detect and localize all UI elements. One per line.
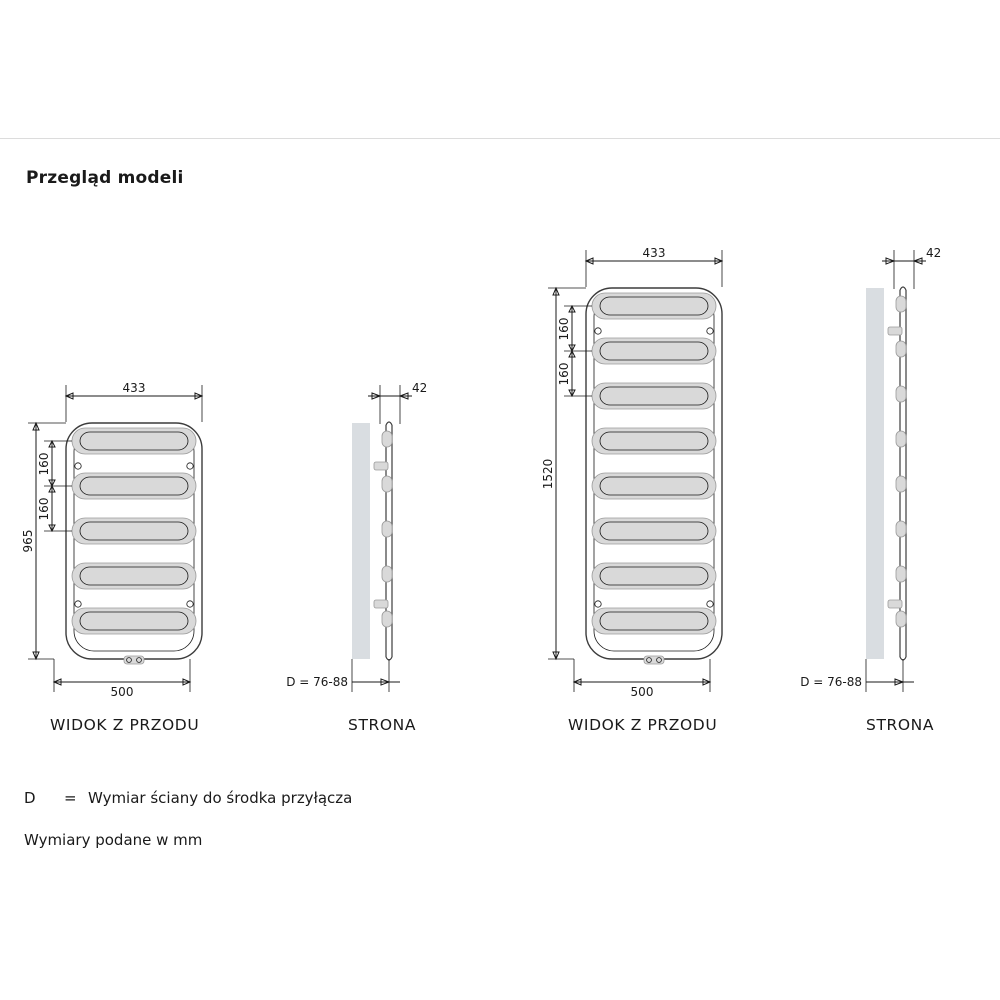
- dim-160-a-1: 160: [37, 452, 51, 476]
- dim-D-2: D = 76-88: [800, 675, 862, 689]
- dim-433-top-2: 433: [642, 246, 666, 260]
- header-divider: [0, 138, 1000, 139]
- dim-500-bottom-2: 500: [630, 685, 654, 699]
- page-title: Przegląd modeli: [26, 168, 184, 188]
- drawings-svg: [0, 200, 1000, 800]
- caption-front-view-2: WIDOK Z PRZODU: [568, 716, 718, 734]
- caption-front-view-1: WIDOK Z PRZODU: [50, 716, 200, 734]
- side-rail-bulges: [382, 431, 392, 627]
- dim-160-b-2: 160: [557, 362, 571, 386]
- dim-433-top-1: 433: [122, 381, 146, 395]
- dim-160-a-2: 160: [557, 317, 571, 341]
- dim-160-b-1: 160: [37, 497, 51, 521]
- dim-D-1: D = 76-88: [286, 675, 348, 689]
- dim-42-1: 42: [412, 381, 428, 395]
- dim-500-bottom-1: 500: [110, 685, 134, 699]
- model-965-front-view: [21, 381, 202, 699]
- model-1520-side-view: [800, 246, 941, 692]
- legend-units-note: Wymiary podane w mm: [24, 831, 203, 849]
- legend-description: Wymiar ściany do środka przyłącza: [88, 789, 353, 807]
- caption-side-view-1: STRONA: [348, 716, 417, 734]
- technical-drawings: [0, 200, 1000, 800]
- side-rail-bulges: [896, 296, 906, 627]
- dim-1520-height: 1520: [541, 458, 555, 490]
- dim-965-height: 965: [21, 529, 35, 553]
- legend-equals: =: [64, 789, 77, 807]
- model-965-side-view: [286, 381, 427, 692]
- dim-42-2: 42: [926, 246, 942, 260]
- model-1520-front-view: [541, 246, 722, 699]
- legend-symbol: D: [24, 789, 36, 807]
- caption-side-view-2: STRONA: [866, 716, 935, 734]
